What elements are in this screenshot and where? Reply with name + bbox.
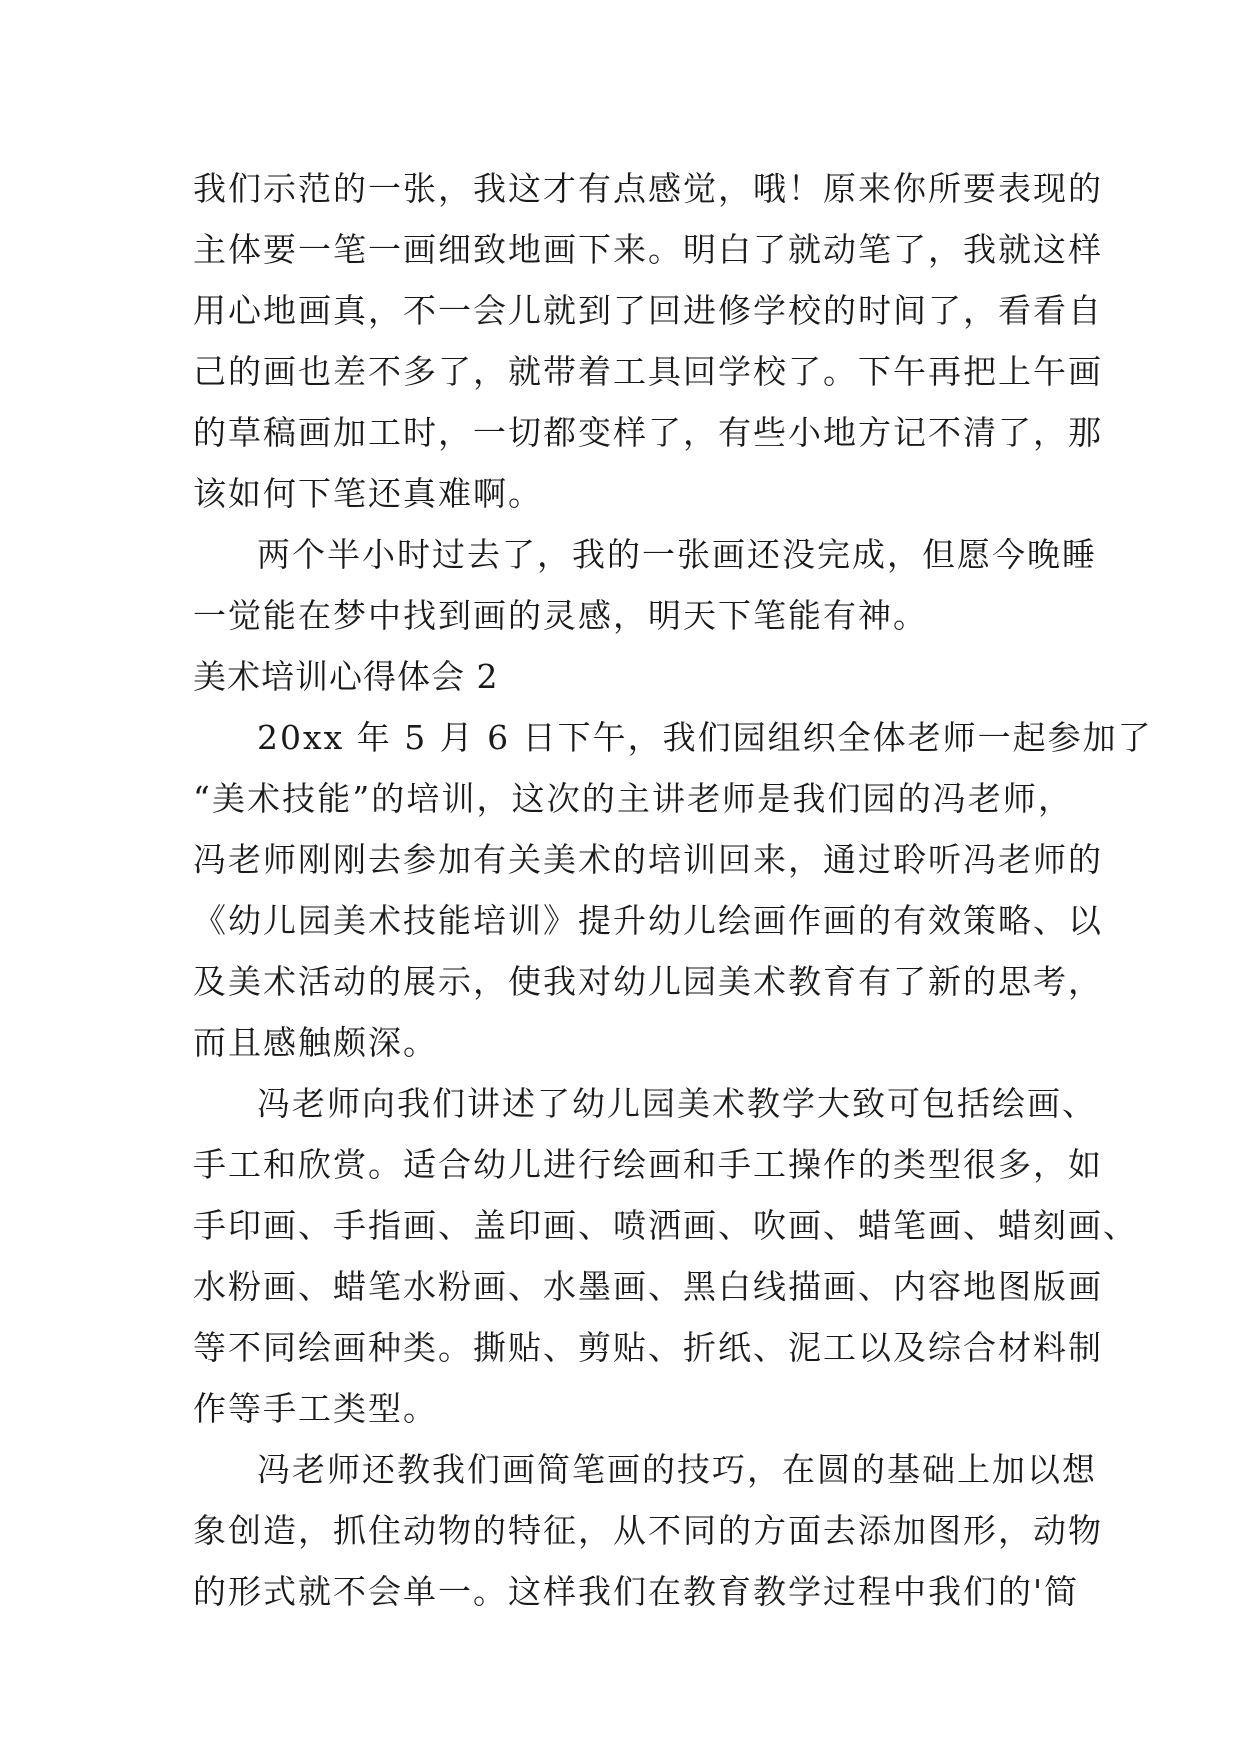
text-line: 冯老师还教我们画简笔画的技巧，在圆的基础上加以想 bbox=[257, 1450, 1097, 1489]
text-line: 《幼儿园美术技能培训》提升幼儿绘画作画的有效策略、以 bbox=[193, 901, 1103, 940]
paragraph-continuation bbox=[193, 158, 1103, 524]
paragraph bbox=[193, 1439, 1103, 1622]
text-line: 等不同绘画种类。撕贴、剪贴、折纸、泥工以及综合材料制 bbox=[193, 1328, 1103, 1367]
text-line: 该如何下笔还真难啊。 bbox=[193, 474, 543, 513]
paragraph bbox=[193, 707, 1153, 1073]
text-line: 水粉画、蜡笔水粉画、水墨画、黑白线描画、内容地图版画 bbox=[193, 1267, 1103, 1306]
text-line: 手印画、手指画、盖印画、喷洒画、吹画、蜡笔画、蜡刻画、 bbox=[193, 1206, 1138, 1245]
paragraph bbox=[193, 524, 1097, 646]
text-line: 用心地画真，不一会儿就到了回进修学校的时间了，看看自 bbox=[193, 291, 1103, 330]
text-line: 己的画也差不多了，就带着工具回学校了。下午再把上午画 bbox=[193, 352, 1103, 391]
text-line: “美术技能”的培训，这次的主讲老师是我们园的冯老师， bbox=[193, 779, 1073, 818]
text-line: 象创造，抓住动物的特征，从不同的方面去添加图形，动物 bbox=[193, 1511, 1103, 1550]
text-line: 作等手工类型。 bbox=[193, 1389, 438, 1428]
text-line: 主体要一笔一画细致地画下来。明白了就动笔了，我就这样 bbox=[193, 230, 1103, 269]
text-line: 我们示范的一张，我这才有点感觉，哦！原来你所要表现的 bbox=[193, 169, 1103, 208]
section-heading: 美术培训心得体会 2 bbox=[193, 657, 499, 696]
paragraph bbox=[193, 1073, 1138, 1439]
text-line: 而且感触颇深。 bbox=[193, 1023, 438, 1062]
text-line: 一觉能在梦中找到画的灵感，明天下笔能有神。 bbox=[193, 596, 928, 635]
document-body bbox=[193, 158, 1153, 1622]
text-line: 及美术活动的展示，使我对幼儿园美术教育有了新的思考， bbox=[193, 962, 1103, 1001]
text-line: 的形式就不会单一。这样我们在教育教学过程中我们的'简 bbox=[193, 1572, 1080, 1611]
text-line: 手工和欣赏。适合幼儿进行绘画和手工操作的类型很多，如 bbox=[193, 1145, 1103, 1184]
text-line: 冯老师向我们讲述了幼儿园美术教学大致可包括绘画、 bbox=[257, 1084, 1097, 1123]
text-line: 20xx 年 5 月 6 日下午，我们园组织全体老师一起参加了 bbox=[257, 718, 1153, 757]
text-line: 的草稿画加工时，一切都变样了，有些小地方记不清了，那 bbox=[193, 413, 1103, 452]
text-line: 两个半小时过去了，我的一张画还没完成，但愿今晚睡 bbox=[257, 535, 1097, 574]
text-line: 冯老师刚刚去参加有关美术的培训回来，通过聆听冯老师的 bbox=[193, 840, 1103, 879]
